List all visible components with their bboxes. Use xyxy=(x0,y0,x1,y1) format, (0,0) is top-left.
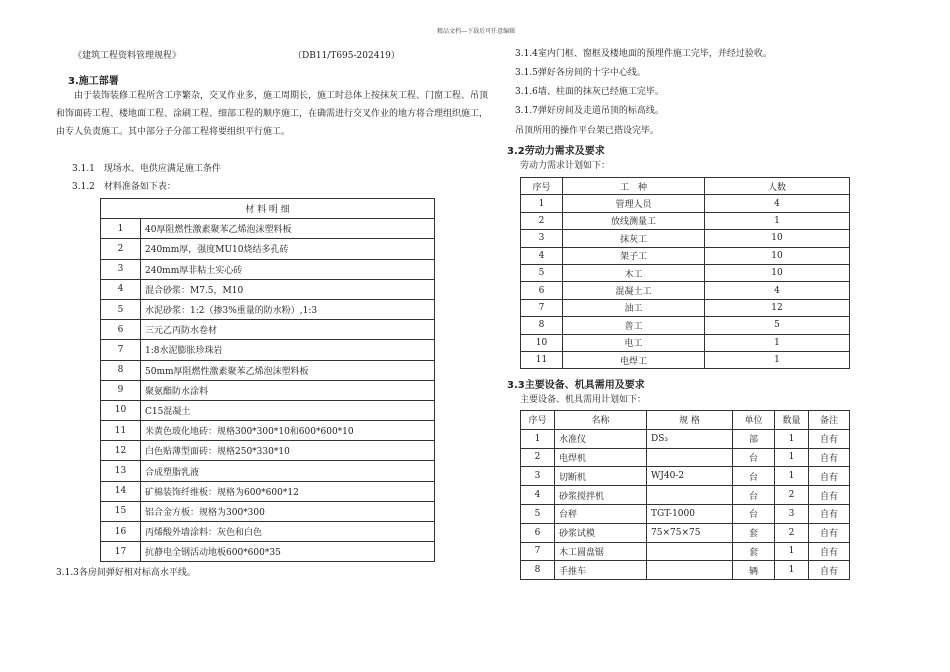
equipment-cell: 4 xyxy=(521,486,555,505)
labor-header-cell: 序号 xyxy=(521,178,563,195)
table-row xyxy=(521,561,850,580)
labor-header-cell: 人数 xyxy=(705,178,850,195)
table-row xyxy=(521,448,850,467)
labor-cell: 木工 xyxy=(563,264,705,281)
labor-cell: 5 xyxy=(521,264,563,281)
equipment-cell: 砂浆试模 xyxy=(555,523,647,542)
equipment-cell: 电焊机 xyxy=(555,448,647,467)
labor-cell: 1 xyxy=(521,195,563,212)
material-name: 白色贴薄型面砖：规格250*330*10 xyxy=(141,441,435,461)
equipment-cell: 75×75×75 xyxy=(647,523,733,542)
equipment-cell: 水准仪 xyxy=(555,429,647,448)
labor-cell: 10 xyxy=(521,334,563,351)
equipment-cell: 部 xyxy=(733,429,775,448)
equipment-header-cell: 序号 xyxy=(521,411,555,430)
equipment-cell: 自有 xyxy=(809,504,850,523)
material-name: 水泥砂浆：1:2（掺3%重量的防水粉）,1:3 xyxy=(141,299,435,319)
reference-title: 《建筑工程资料管理规程》 xyxy=(73,51,182,61)
material-name: 合成塑脂乳液 xyxy=(141,461,435,481)
table-row xyxy=(101,522,435,542)
equipment-cell: 3 xyxy=(775,504,809,523)
equipment-cell: 辆 xyxy=(733,561,775,580)
materials-header-row xyxy=(101,199,435,219)
equipment-cell: 2 xyxy=(521,448,555,467)
material-no: 13 xyxy=(101,461,141,481)
labor-cell: 10 xyxy=(705,264,850,281)
material-no: 1 xyxy=(101,219,141,239)
table-row xyxy=(101,239,435,259)
equipment-header-cell: 单位 xyxy=(733,411,775,430)
labor-cell: 10 xyxy=(705,230,850,247)
material-name: 40厚阻燃性激素聚苯乙烯泡沫塑料板 xyxy=(141,219,435,239)
table-row xyxy=(521,247,850,264)
labor-cell: 架子工 xyxy=(563,247,705,264)
table-row xyxy=(101,340,435,360)
material-no: 15 xyxy=(101,501,141,521)
equipment-cell: 手推车 xyxy=(555,561,647,580)
equipment-cell: 2 xyxy=(775,523,809,542)
equipment-cell: 自有 xyxy=(809,542,850,561)
labor-cell: 1 xyxy=(705,334,850,351)
equipment-cell: 台 xyxy=(733,486,775,505)
material-no: 6 xyxy=(101,320,141,340)
table-row xyxy=(101,461,435,481)
equipment-cell: TGT-1000 xyxy=(647,504,733,523)
labor-cell: 混凝土工 xyxy=(563,282,705,299)
ceiling-note: 吊顶所用的操作平台架已搭设完毕。 xyxy=(515,126,660,136)
labor-cell: 5 xyxy=(705,317,850,334)
equipment-cell: 1 xyxy=(775,429,809,448)
labor-cell: 电焊工 xyxy=(563,351,705,368)
labor-cell: 10 xyxy=(705,247,850,264)
item-3-1-2: 3.1.2 材料准备如下表： xyxy=(72,182,176,192)
table-row xyxy=(101,259,435,279)
item-3-1-3: 3.1.3各房间弹好相对标高水平线。 xyxy=(56,568,196,578)
labor-cell: 12 xyxy=(705,299,850,316)
material-name: 三元乙丙防水卷材 xyxy=(141,320,435,340)
table-row xyxy=(521,467,850,486)
material-name: 240mm厚，强度MU10烧结多孔砖 xyxy=(141,239,435,259)
table-row xyxy=(101,400,435,420)
equipment-cell: 3 xyxy=(521,467,555,486)
equipment-cell: 1 xyxy=(775,561,809,580)
equipment-cell: 8 xyxy=(521,561,555,580)
section-title: 3.施工部署 xyxy=(68,76,119,87)
equipment-cell: 5 xyxy=(521,504,555,523)
table-row xyxy=(101,421,435,441)
labor-cell: 油工 xyxy=(563,299,705,316)
equipment-cell xyxy=(647,542,733,561)
reference-code: （DB11/T695-202419） xyxy=(293,51,400,61)
equipment-cell: 7 xyxy=(521,542,555,561)
equipment-cell: 1 xyxy=(521,429,555,448)
labor-cell: 管理人员 xyxy=(563,195,705,212)
section-3-2-title: 3.2劳动力需求及要求 xyxy=(507,146,605,157)
material-name: 米黄色玻化地砖：规格300*300*10和600*600*10 xyxy=(141,421,435,441)
material-name: C15混凝土 xyxy=(141,400,435,420)
labor-cell: 4 xyxy=(521,247,563,264)
materials-header: 材 料 明 细 xyxy=(101,199,435,219)
labor-cell: 电工 xyxy=(563,334,705,351)
equipment-cell: 台 xyxy=(733,504,775,523)
equipment-cell: 台 xyxy=(733,467,775,486)
equipment-cell: 自有 xyxy=(809,448,850,467)
labor-cell: 4 xyxy=(705,195,850,212)
labor-table xyxy=(520,177,850,369)
material-no: 2 xyxy=(101,239,141,259)
material-name: 240mm厚非粘土实心砖 xyxy=(141,259,435,279)
table-row xyxy=(521,542,850,561)
labor-cell: 4 xyxy=(705,282,850,299)
material-no: 3 xyxy=(101,259,141,279)
labor-cell: 放线测量工 xyxy=(563,212,705,229)
table-row xyxy=(521,264,850,281)
table-row xyxy=(101,320,435,340)
material-no: 11 xyxy=(101,421,141,441)
equipment-table xyxy=(520,410,850,580)
labor-cell: 7 xyxy=(521,299,563,316)
equipment-cell: 砂浆搅拌机 xyxy=(555,486,647,505)
labor-intro: 劳动力需求计划如下： xyxy=(520,161,611,171)
material-no: 4 xyxy=(101,279,141,299)
table-row xyxy=(101,481,435,501)
labor-cell: 6 xyxy=(521,282,563,299)
material-name: 1:8水泥膨胀珍珠岩 xyxy=(141,340,435,360)
item-3-1-7: 3.1.7弹好房间及走道吊顶的标高线。 xyxy=(515,106,664,116)
material-no: 7 xyxy=(101,340,141,360)
table-row xyxy=(521,299,850,316)
table-row xyxy=(521,230,850,247)
equipment-cell: 自有 xyxy=(809,523,850,542)
equipment-cell: 自有 xyxy=(809,429,850,448)
equipment-cell: 自有 xyxy=(809,467,850,486)
material-no: 5 xyxy=(101,299,141,319)
equipment-header-row xyxy=(521,411,850,430)
table-row xyxy=(101,542,435,562)
equipment-cell: 切断机 xyxy=(555,467,647,486)
equipment-cell: 1 xyxy=(775,467,809,486)
equipment-cell xyxy=(647,448,733,467)
table-row xyxy=(521,429,850,448)
labor-cell: 1 xyxy=(705,351,850,368)
material-no: 10 xyxy=(101,400,141,420)
material-name: 混合砂浆：M7.5，M10 xyxy=(141,279,435,299)
equipment-header-cell: 名称 xyxy=(555,411,647,430)
material-no: 14 xyxy=(101,481,141,501)
equipment-cell: 1 xyxy=(775,448,809,467)
table-row xyxy=(521,351,850,368)
labor-cell: 1 xyxy=(705,212,850,229)
equipment-cell: DS₃ xyxy=(647,429,733,448)
material-name: 聚氨酯防水涂料 xyxy=(141,380,435,400)
equipment-header-cell: 规 格 xyxy=(647,411,733,430)
material-name: 丙烯酸外墙涂料：灰色和白色 xyxy=(141,522,435,542)
equipment-cell xyxy=(647,561,733,580)
equipment-cell: 木工圆盘锯 xyxy=(555,542,647,561)
equip-intro: 主要设备、机具需用计划如下： xyxy=(520,395,647,405)
equipment-header-cell: 备注 xyxy=(809,411,850,430)
table-row xyxy=(101,441,435,461)
labor-cell: 2 xyxy=(521,212,563,229)
table-row xyxy=(521,212,850,229)
material-no: 12 xyxy=(101,441,141,461)
table-row xyxy=(101,380,435,400)
equipment-cell: 台秤 xyxy=(555,504,647,523)
item-3-1-5: 3.1.5弹好各房间的十字中心线。 xyxy=(515,68,646,78)
table-row xyxy=(521,523,850,542)
table-row xyxy=(101,501,435,521)
equipment-cell: 1 xyxy=(775,542,809,561)
table-row xyxy=(101,360,435,380)
material-no: 17 xyxy=(101,542,141,562)
labor-header-cell: 工 种 xyxy=(563,178,705,195)
table-row xyxy=(521,282,850,299)
materials-table xyxy=(100,198,435,562)
labor-cell: 3 xyxy=(521,230,563,247)
material-name: 抗静电全钢活动地板600*600*35 xyxy=(141,542,435,562)
table-row xyxy=(101,219,435,239)
labor-cell: 普工 xyxy=(563,317,705,334)
item-3-1-1: 3.1.1 现场水、电供应满足施工条件 xyxy=(72,164,221,174)
material-no: 9 xyxy=(101,380,141,400)
table-row xyxy=(521,317,850,334)
table-row xyxy=(101,299,435,319)
material-no: 8 xyxy=(101,360,141,380)
page-header: 精品文档---下载后可任意编辑 xyxy=(437,28,516,35)
equipment-cell: 台 xyxy=(733,448,775,467)
table-row xyxy=(521,486,850,505)
equipment-cell: WJ40-2 xyxy=(647,467,733,486)
equipment-cell: 自有 xyxy=(809,486,850,505)
table-row xyxy=(521,504,850,523)
table-row xyxy=(101,279,435,299)
material-name: 矿棉装饰纤维板：规格为600*600*12 xyxy=(141,481,435,501)
item-3-1-4: 3.1.4室内门框、窗框及楼地面的预埋件施工完毕，并经过验收。 xyxy=(515,49,772,59)
equipment-cell: 套 xyxy=(733,542,775,561)
equipment-cell: 套 xyxy=(733,523,775,542)
material-name: 铝合金方板：规格为300*300 xyxy=(141,501,435,521)
labor-header-row xyxy=(521,178,850,195)
item-3-1-6: 3.1.6墙、柱面的抹灰已经施工完毕。 xyxy=(515,87,664,97)
equipment-cell: 2 xyxy=(775,486,809,505)
material-name: 50mm厚阻燃性激素聚苯乙烯泡沫塑料板 xyxy=(141,360,435,380)
intro-paragraph: 由于装饰装修工程所含工序繁杂，交叉作业多，施工周期长，施工时总体上按抹灰工程、门窗工程、吊顶和饰面砖工程、楼地面工程、涂刷工程、细部工程的顺序施工，在确需进行交叉作业的地方将合理组织施工，由专人负责施工。其中部分子分部工程将要组织平行施工。 xyxy=(56,91,489,137)
table-row xyxy=(521,334,850,351)
equipment-header-cell: 数量 xyxy=(775,411,809,430)
material-no: 16 xyxy=(101,522,141,542)
table-row xyxy=(521,195,850,212)
equipment-cell: 自有 xyxy=(809,561,850,580)
equipment-cell: 6 xyxy=(521,523,555,542)
labor-cell: 8 xyxy=(521,317,563,334)
labor-cell: 11 xyxy=(521,351,563,368)
labor-cell: 抹灰工 xyxy=(563,230,705,247)
equipment-cell xyxy=(647,486,733,505)
section-3-3-title: 3.3主要设备、机具需用及要求 xyxy=(507,380,645,391)
